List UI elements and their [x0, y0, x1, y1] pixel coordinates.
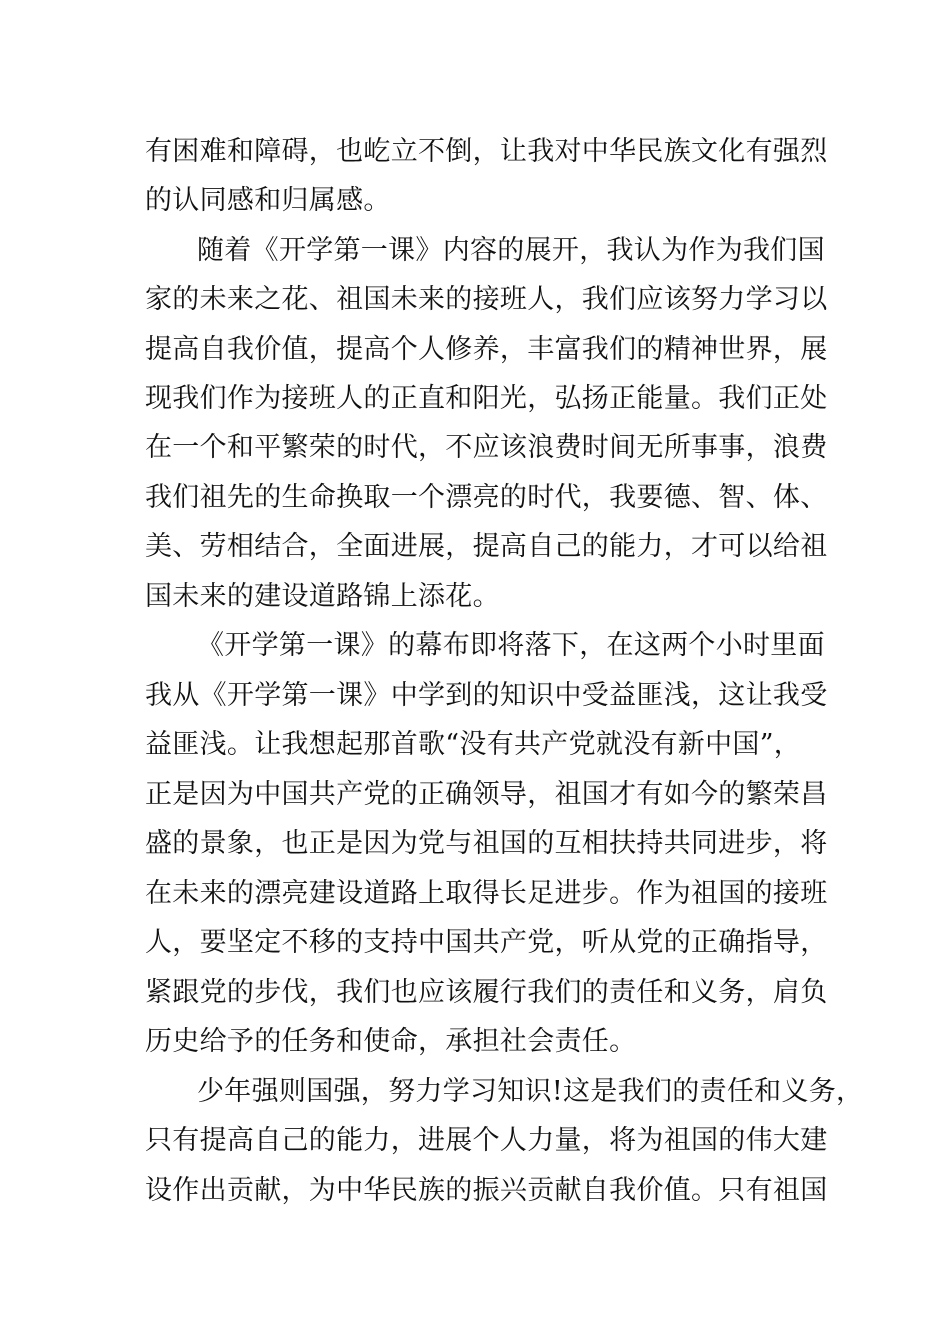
text-line: 提高自我价值，提高个人修养，丰富我们的精神世界，展 [145, 334, 828, 365]
text-line: 人，要坚定不移的支持中国共产党，听从党的正确指导， [145, 927, 828, 958]
text-line: 现我们作为接班人的正直和阳光，弘扬正能量。我们正处 [145, 383, 828, 414]
text-line: 正是因为中国共产党的正确领导，祖国才有如今的繁荣昌 [145, 779, 828, 810]
text-line: 只有提高自己的能力，进展个人力量，将为祖国的伟大建 [145, 1125, 828, 1156]
text-line: 少年强则国强，努力学习知识!这是我们的责任和义务， [197, 1076, 864, 1107]
text-line: 有困难和障碍，也屹立不倒，让我对中华民族文化有强烈 [145, 136, 828, 167]
text-line: 在一个和平繁荣的时代，不应该浪费时间无所事事，浪费 [145, 432, 828, 463]
text-line: 历史给予的任务和使命，承担社会责任。 [145, 1026, 637, 1057]
text-line: 随着《开学第一课》内容的展开，我认为作为我们国 [197, 235, 825, 266]
text-line: 我们祖先的生命换取一个漂亮的时代，我要德、智、体、 [145, 482, 828, 513]
text-line: 紧跟党的步伐，我们也应该履行我们的责任和义务，肩负 [145, 977, 828, 1008]
text-line: 国未来的建设道路锦上添花。 [145, 581, 500, 612]
text-line: 设作出贡献，为中华民族的振兴贡献自我价值。只有祖国 [145, 1175, 828, 1206]
text-line: 的认同感和归属感。 [145, 185, 391, 216]
text-line: 盛的景象，也正是因为党与祖国的互相扶持共同进步，将 [145, 828, 828, 859]
text-line: 美、劳相结合，全面进展，提高自己的能力，才可以给祖 [145, 531, 828, 562]
text-line: 我从《开学第一课》中学到的知识中受益匪浅，这让我受 [145, 680, 828, 711]
text-line: 在未来的漂亮建设道路上取得长足进步。作为祖国的接班 [145, 878, 828, 909]
text-line: 《开学第一课》的幕布即将落下，在这两个小时里面 [197, 630, 825, 661]
text-line: 家的未来之花、祖国未来的接班人，我们应该努力学习以 [145, 284, 828, 315]
text-line: 益匪浅。让我想起那首歌“没有共产党就没有新中国”， [145, 729, 802, 760]
